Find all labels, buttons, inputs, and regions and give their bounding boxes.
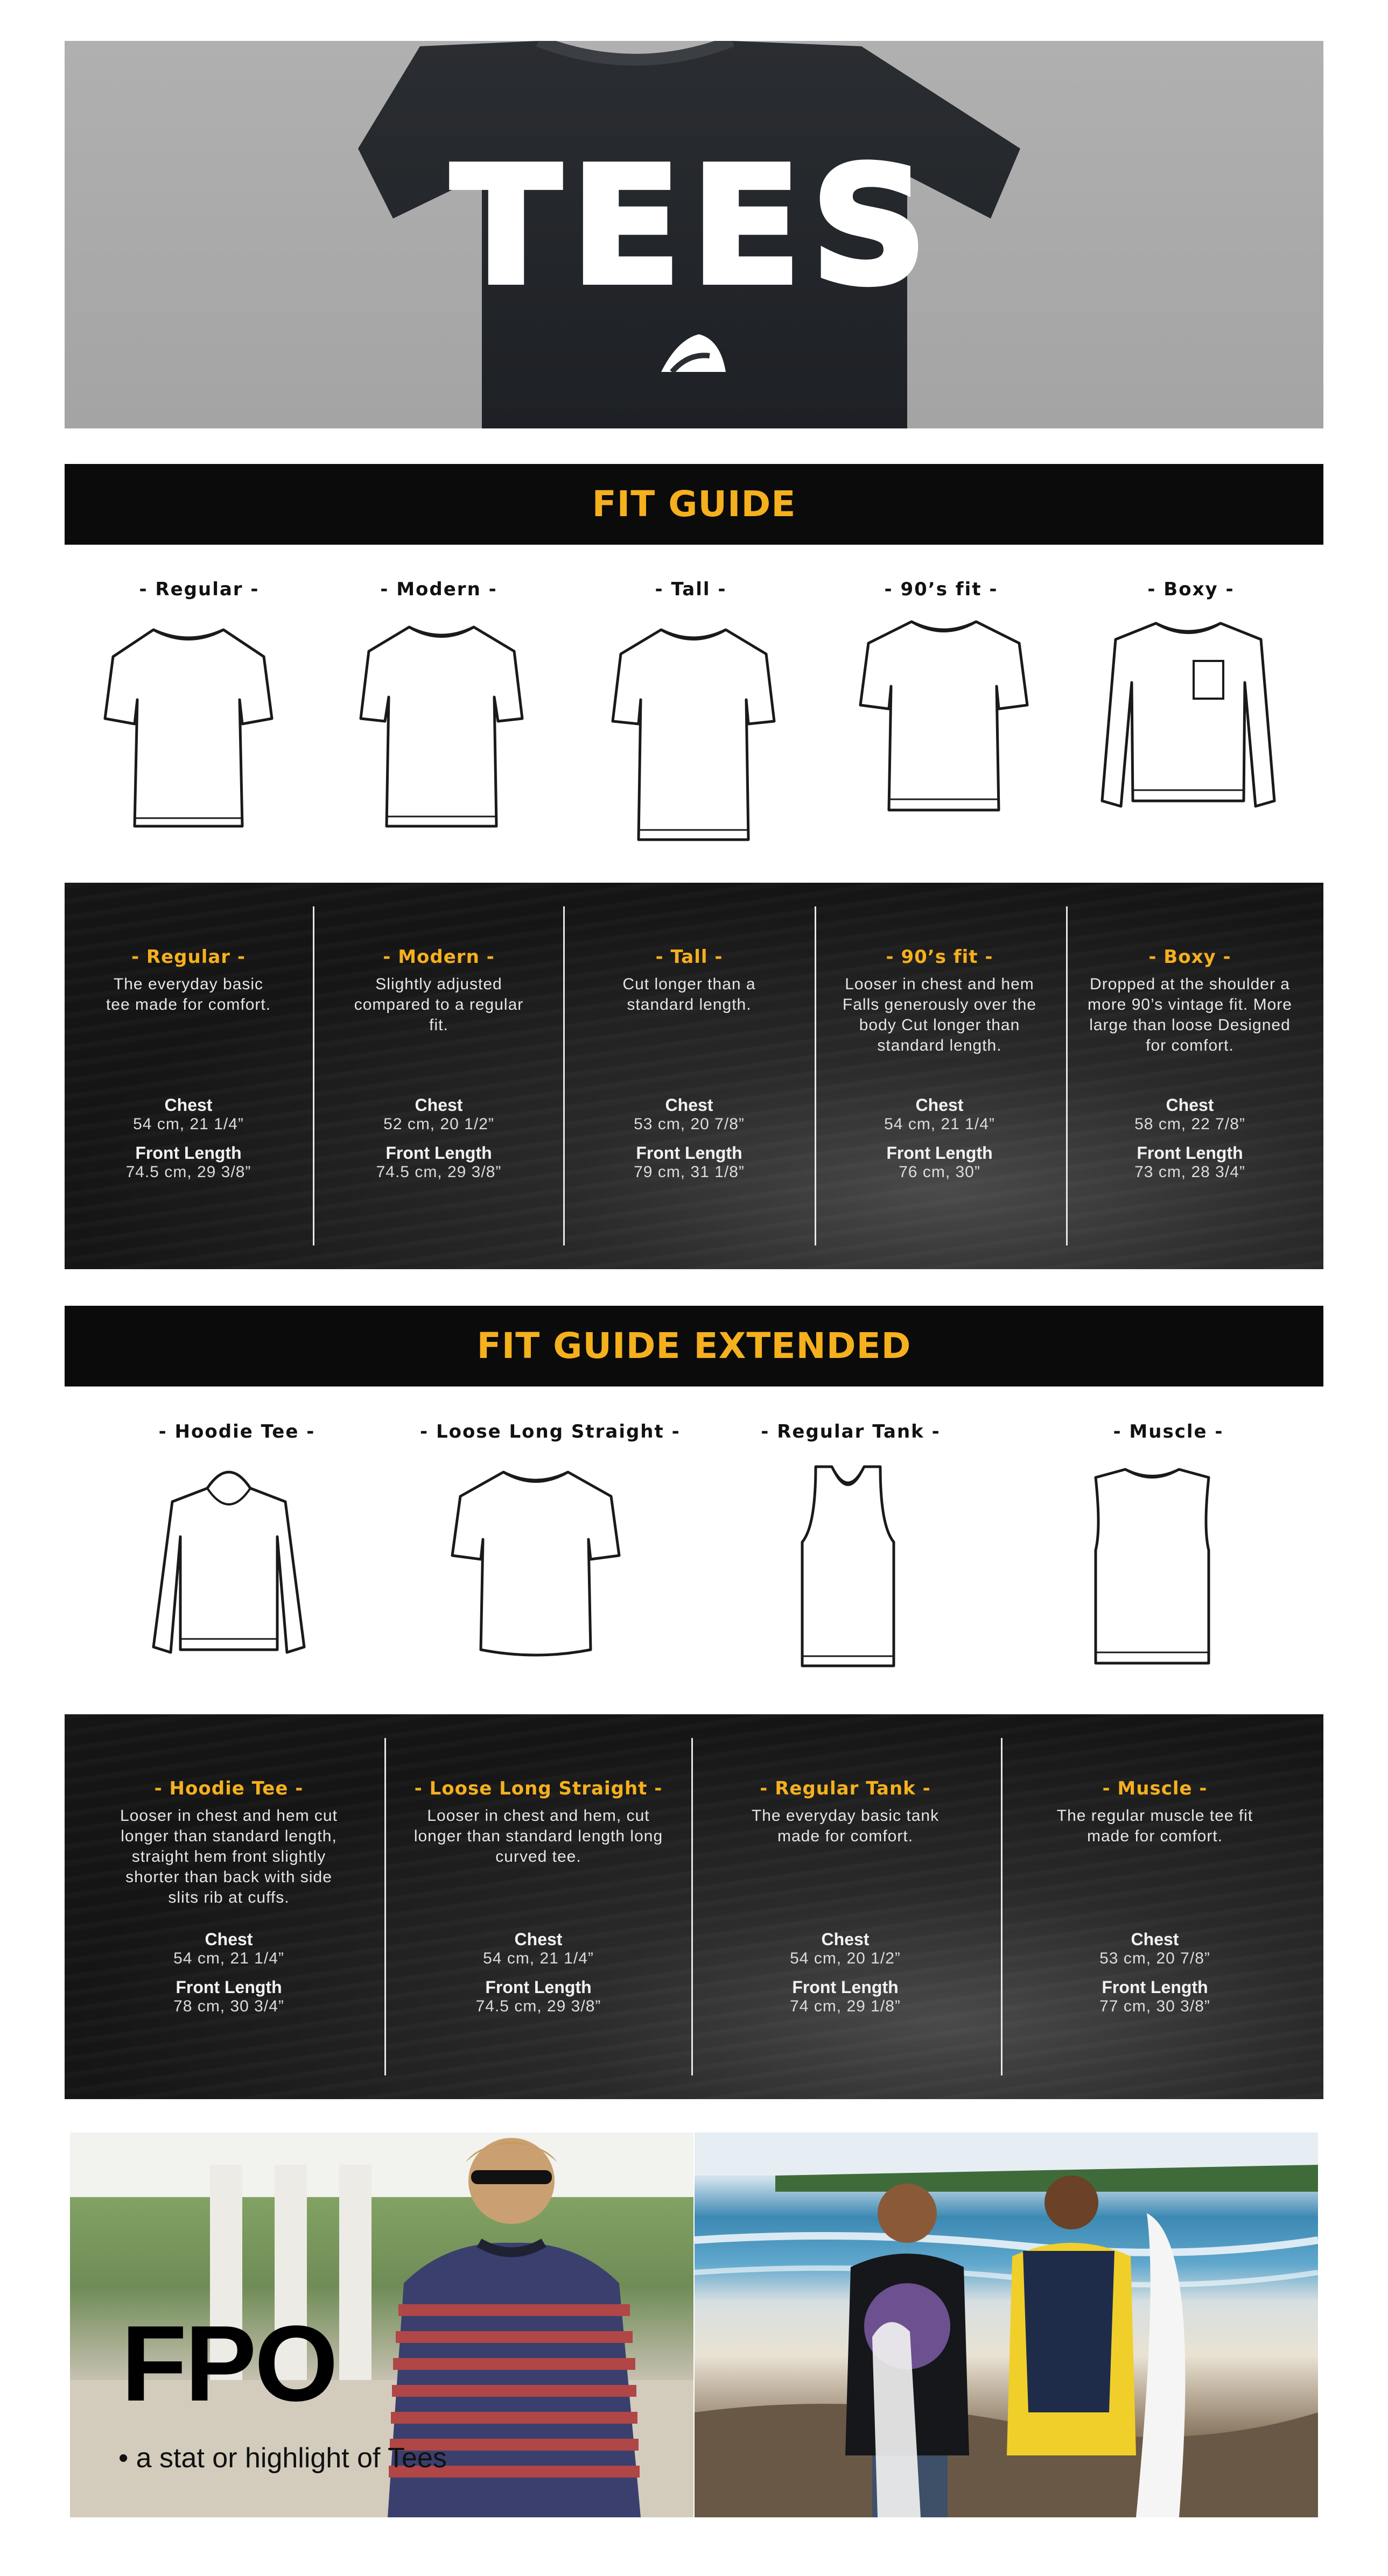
col-title: - 90’s fit -: [886, 946, 993, 968]
fit-col-modern: [345, 883, 533, 1269]
length-value: 74.5 cm, 29 3/8”: [376, 1163, 502, 1181]
col-title: - Loose Long Straight -: [414, 1778, 663, 1799]
chest-label: Chest: [1131, 1930, 1179, 1949]
col-title: - Regular Tank -: [760, 1778, 931, 1799]
lifestyle-photo-left: [70, 2132, 693, 2517]
ext-col-hoodie-tee: [113, 1714, 345, 2099]
col-title: - Muscle -: [1102, 1778, 1208, 1799]
length-label: Front Length: [385, 1143, 492, 1163]
col-title: - Regular -: [131, 946, 246, 968]
chest-value: 58 cm, 22 7/8”: [1134, 1115, 1245, 1133]
length-value: 78 cm, 30 3/4”: [173, 1997, 284, 2015]
hero-banner: [65, 41, 1323, 428]
length-label: Front Length: [886, 1143, 993, 1163]
col-desc: The everyday basic tee made for comfort.: [106, 975, 271, 1013]
label-modern: - Modern -: [380, 579, 497, 600]
hoodie-sketch-icon: [148, 1461, 310, 1666]
chest-value: 52 cm, 20 1/2”: [383, 1115, 494, 1133]
fit-col-boxy: [1077, 883, 1303, 1269]
col-measurements: [113, 1930, 345, 2016]
chest-value: 54 cm, 20 1/2”: [790, 1949, 901, 1967]
col-desc: Looser in chest and hem, cut longer than standard length long curved tee.: [413, 1807, 663, 1866]
chest-label: Chest: [665, 1095, 713, 1115]
length-value: 77 cm, 30 3/8”: [1099, 1997, 1210, 2015]
ext-col-loose-long-straight: [409, 1714, 668, 2099]
tshirt-sketch-icon: [450, 1467, 622, 1663]
length-label: Front Length: [1102, 1977, 1208, 1997]
chest-value: 54 cm, 21 1/4”: [483, 1949, 594, 1967]
column-divider: [313, 906, 314, 1245]
col-title: - Modern -: [383, 946, 495, 968]
chest-value: 53 cm, 20 7/8”: [634, 1115, 745, 1133]
label-hoodie-tee: - Hoodie Tee -: [158, 1421, 316, 1442]
length-value: 79 cm, 31 1/8”: [634, 1163, 745, 1181]
col-desc: Dropped at the shoulder a more 90’s vintage fit. More large than loose Designed for comfort.: [1088, 975, 1292, 1054]
promo-highlight: • a stat or highlight of Tees: [118, 2443, 447, 2474]
chest-value: 54 cm, 21 1/4”: [884, 1115, 995, 1133]
label-regular-tank: - Regular Tank -: [761, 1421, 941, 1442]
length-value: 74.5 cm, 29 3/8”: [475, 1997, 601, 2015]
col-desc: The everyday basic tank made for comfort.: [751, 1807, 940, 1845]
fit-guide-title: FIT GUIDE: [592, 483, 796, 525]
length-label: Front Length: [176, 1977, 282, 1997]
chest-label: Chest: [1166, 1095, 1214, 1115]
fit-col-tall: [595, 883, 783, 1269]
column-divider: [563, 906, 565, 1245]
col-title: - Tall -: [655, 946, 723, 968]
chest-value: 53 cm, 20 7/8”: [1099, 1949, 1210, 1967]
tshirt-sketch-icon: [607, 624, 780, 845]
ext-col-regular-tank: [719, 1714, 972, 2099]
lifestyle-photo-right: [695, 2132, 1318, 2517]
col-desc: Looser in chest and hem cut longer than standard length, straight hem front slightly shorter than back with side slits rib at cuffs.: [120, 1807, 338, 1906]
length-label: Front Length: [135, 1143, 242, 1163]
col-measurements: [1077, 1095, 1303, 1181]
hero-title: TEES: [451, 132, 937, 320]
col-desc: Slightly adjusted compared to a regular fit.: [354, 975, 524, 1034]
column-divider: [1066, 906, 1068, 1245]
length-value: 74.5 cm, 29 3/8”: [125, 1163, 251, 1181]
column-divider: [1001, 1738, 1003, 2075]
length-label: Front Length: [792, 1977, 899, 1997]
tshirt-sketch-icon: [355, 622, 528, 832]
length-value: 74 cm, 29 1/8”: [790, 1997, 901, 2015]
chest-value: 54 cm, 21 1/4”: [173, 1949, 284, 1967]
label-muscle: - Muscle -: [1113, 1421, 1224, 1442]
col-measurements: [409, 1930, 668, 2016]
label-regular: - Regular -: [139, 579, 260, 600]
col-measurements: [97, 1095, 280, 1181]
tank-sketch-icon: [794, 1461, 902, 1671]
label-boxy: - Boxy -: [1147, 579, 1235, 600]
length-label: Front Length: [636, 1143, 742, 1163]
fit-guide-extended-details: [65, 1714, 1323, 2099]
fit-guide-details: [65, 883, 1323, 1269]
boxy-longsleeve-sketch-icon: [1099, 618, 1277, 817]
col-title: - Boxy -: [1148, 946, 1231, 968]
fpo-heading: FPO: [121, 2304, 337, 2424]
col-desc: Cut longer than a standard length.: [622, 975, 756, 1013]
label-loose-long-straight: - Loose Long Straight -: [420, 1421, 681, 1442]
fit-guide-extended-header: [65, 1306, 1323, 1386]
length-value: 76 cm, 30”: [899, 1163, 980, 1181]
column-divider: [384, 1738, 386, 2075]
chest-value: 54 cm, 21 1/4”: [133, 1115, 244, 1133]
column-divider: [815, 906, 816, 1245]
col-measurements: [719, 1930, 972, 2016]
fit-guide-header: [65, 464, 1323, 545]
label-tall: - Tall -: [655, 579, 727, 600]
muscle-sketch-icon: [1082, 1464, 1222, 1671]
chest-label: Chest: [514, 1930, 563, 1949]
col-measurements: [1028, 1930, 1281, 2016]
chest-label: Chest: [415, 1095, 463, 1115]
chest-label: Chest: [205, 1930, 253, 1949]
chest-label: Chest: [164, 1095, 213, 1115]
fit-col-90s: [826, 883, 1053, 1269]
fit-col-regular: [97, 883, 280, 1269]
length-label: Front Length: [485, 1977, 592, 1997]
ext-col-muscle: [1028, 1714, 1281, 2099]
col-measurements: [345, 1095, 533, 1181]
length-label: Front Length: [1137, 1143, 1243, 1163]
col-measurements: [826, 1095, 1053, 1181]
chest-label: Chest: [915, 1095, 964, 1115]
col-title: - Hoodie Tee -: [154, 1778, 304, 1799]
label-90s-fit: - 90’s fit -: [884, 579, 998, 600]
col-desc: The regular muscle tee fit made for comfort.: [1056, 1807, 1253, 1845]
col-measurements: [595, 1095, 783, 1181]
tshirt-sketch-icon: [102, 624, 275, 832]
chest-label: Chest: [821, 1930, 870, 1949]
col-desc: Looser in chest and hem Falls generously over the body Cut longer than standard length.: [842, 975, 1037, 1054]
column-divider: [691, 1738, 693, 2075]
length-value: 73 cm, 28 3/4”: [1134, 1163, 1245, 1181]
tshirt-sketch-icon: [858, 616, 1030, 815]
fit-guide-extended-title: FIT GUIDE EXTENDED: [476, 1325, 912, 1367]
